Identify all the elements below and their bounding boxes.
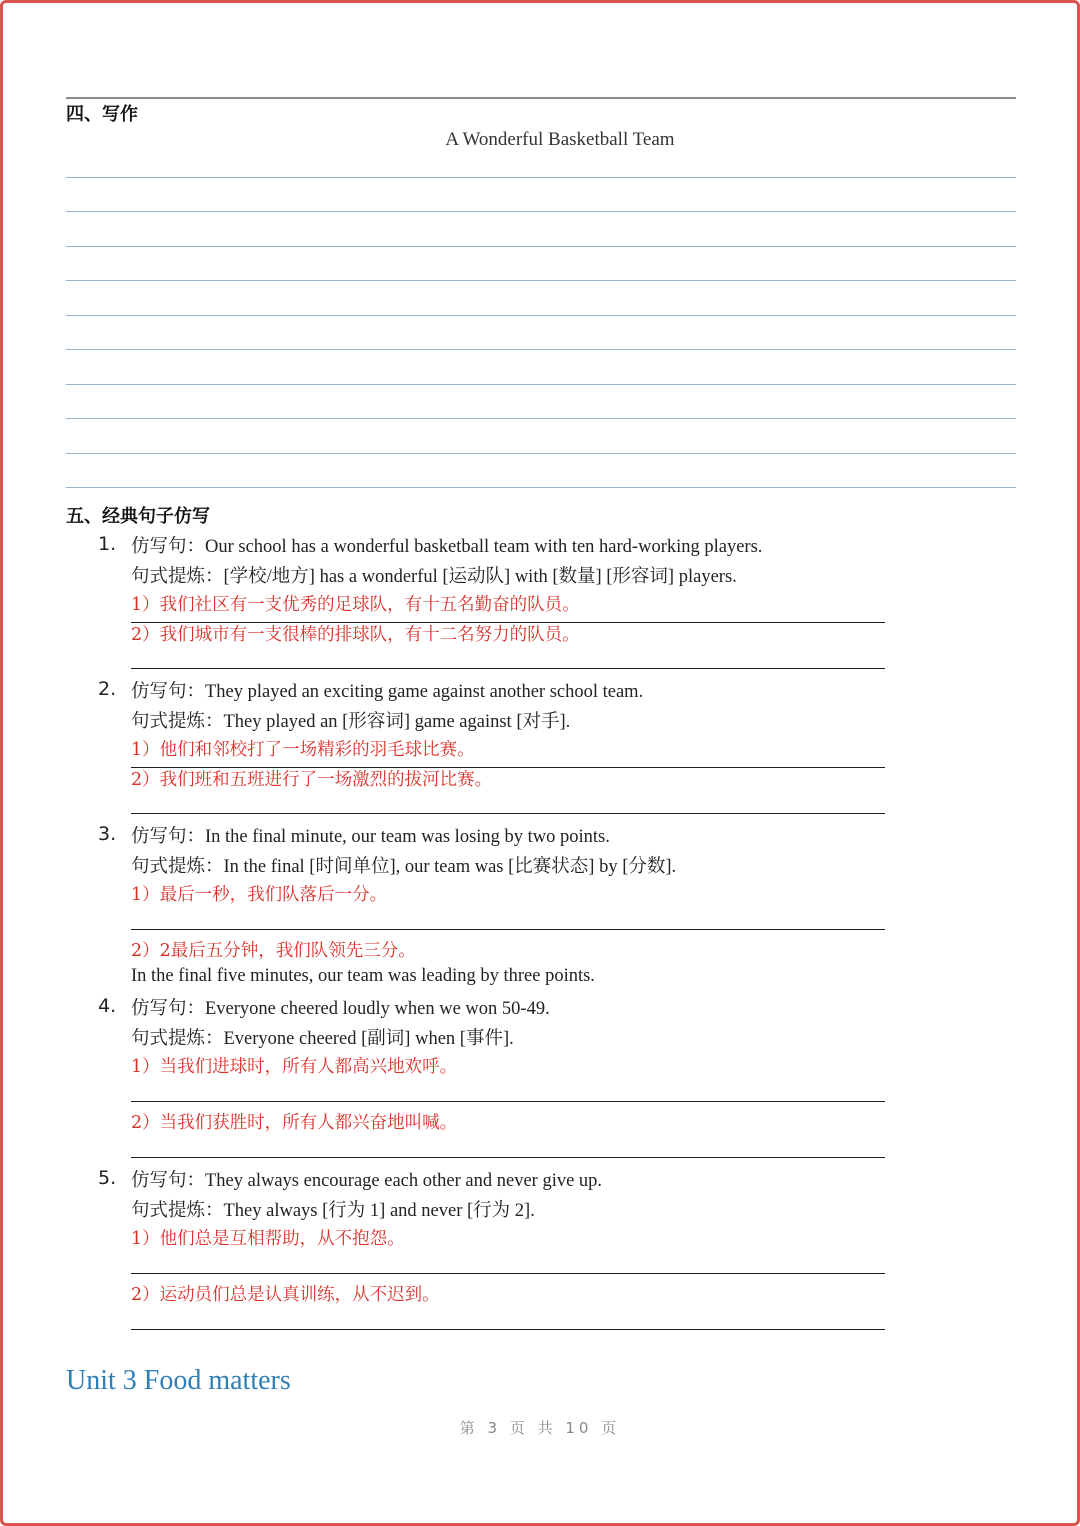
writing-line xyxy=(66,418,1016,419)
writing-line xyxy=(66,280,1016,281)
writing-line xyxy=(66,349,1016,350)
unit-heading: Unit 3 Food matters xyxy=(66,1365,291,1396)
pattern-sentence: 句式提炼：[学校/地方] has a wonderful [运动队] with [数量] [形容词] players. xyxy=(131,567,737,587)
pattern-sentence: 句式提炼：In the final [时间单位], our team was [比赛状态] by [分数]. xyxy=(131,857,677,877)
answer-line xyxy=(131,813,885,814)
answer-line xyxy=(131,929,885,930)
model-sentence: 仿写句：They always encourage each other and never give up. xyxy=(131,1171,603,1191)
answer-sentence: 1）他们和邻校打了一场精彩的羽毛球比赛。 xyxy=(131,740,475,760)
item-number: 5. xyxy=(98,1167,117,1189)
essay-title: A Wonderful Basketball Team xyxy=(445,129,675,150)
model-sentence: 仿写句：They played an exciting game against another school team. xyxy=(131,682,644,702)
answer-sentence: 1）当我们进球时，所有人都高兴地欢呼。 xyxy=(131,1057,458,1077)
answer-translation: In the final five minutes, our team was leading by three points. xyxy=(131,966,595,986)
writing-line xyxy=(66,211,1016,212)
pattern-sentence: 句式提炼：They always [行为 1] and never [行为 2]. xyxy=(131,1201,535,1221)
pattern-sentence: 句式提炼：Everyone cheered [副词] when [事件]. xyxy=(131,1029,514,1049)
item-number: 2. xyxy=(98,678,117,700)
pattern-sentence: 句式提炼：They played an [形容词] game against [对手]. xyxy=(131,712,571,732)
answer-sentence: 1）我们社区有一支优秀的足球队，有十五名勤奋的队员。 xyxy=(131,595,580,615)
answer-sentence: 2）我们班和五班进行了一场激烈的拔河比赛。 xyxy=(131,770,493,790)
top-divider xyxy=(66,97,1016,99)
item-number: 1. xyxy=(98,533,117,555)
writing-line xyxy=(66,487,1016,488)
page-footer: 第 3 页 共 10 页 xyxy=(459,1419,621,1437)
writing-line xyxy=(66,453,1016,454)
writing-line xyxy=(66,384,1016,385)
model-sentence: 仿写句：Our school has a wonderful basketball team with ten hard-working players. xyxy=(131,537,763,557)
answer-line xyxy=(131,1273,885,1274)
answer-sentence: 2）运动员们总是认真训练，从不迟到。 xyxy=(131,1285,440,1305)
writing-line xyxy=(66,246,1016,247)
model-sentence: 仿写句：In the final minute, our team was losing by two points. xyxy=(131,827,610,847)
answer-sentence: 1）他们总是互相帮助，从不抱怨。 xyxy=(131,1229,405,1249)
answer-line xyxy=(131,1329,885,1330)
section-heading-writing: 四、写作 xyxy=(66,104,138,125)
writing-line xyxy=(66,177,1016,178)
model-sentence: 仿写句：Everyone cheered loudly when we won 50-49. xyxy=(131,999,550,1019)
answer-sentence: 2）我们城市有一支很棒的排球队，有十二名努力的队员。 xyxy=(131,625,580,645)
answer-sentence: 2）当我们获胜时，所有人都兴奋地叫喊。 xyxy=(131,1113,458,1133)
item-number: 3. xyxy=(98,823,117,845)
item-number: 4. xyxy=(98,995,117,1017)
answer-line xyxy=(131,1157,885,1158)
answer-sentence: 2）2最后五分钟，我们队领先三分。 xyxy=(131,941,416,961)
section-heading-imitation: 五、经典句子仿写 xyxy=(66,506,210,527)
writing-line xyxy=(66,315,1016,316)
answer-sentence: 1）最后一秒，我们队落后一分。 xyxy=(131,885,388,905)
answer-line xyxy=(131,1101,885,1102)
answer-line xyxy=(131,668,885,669)
